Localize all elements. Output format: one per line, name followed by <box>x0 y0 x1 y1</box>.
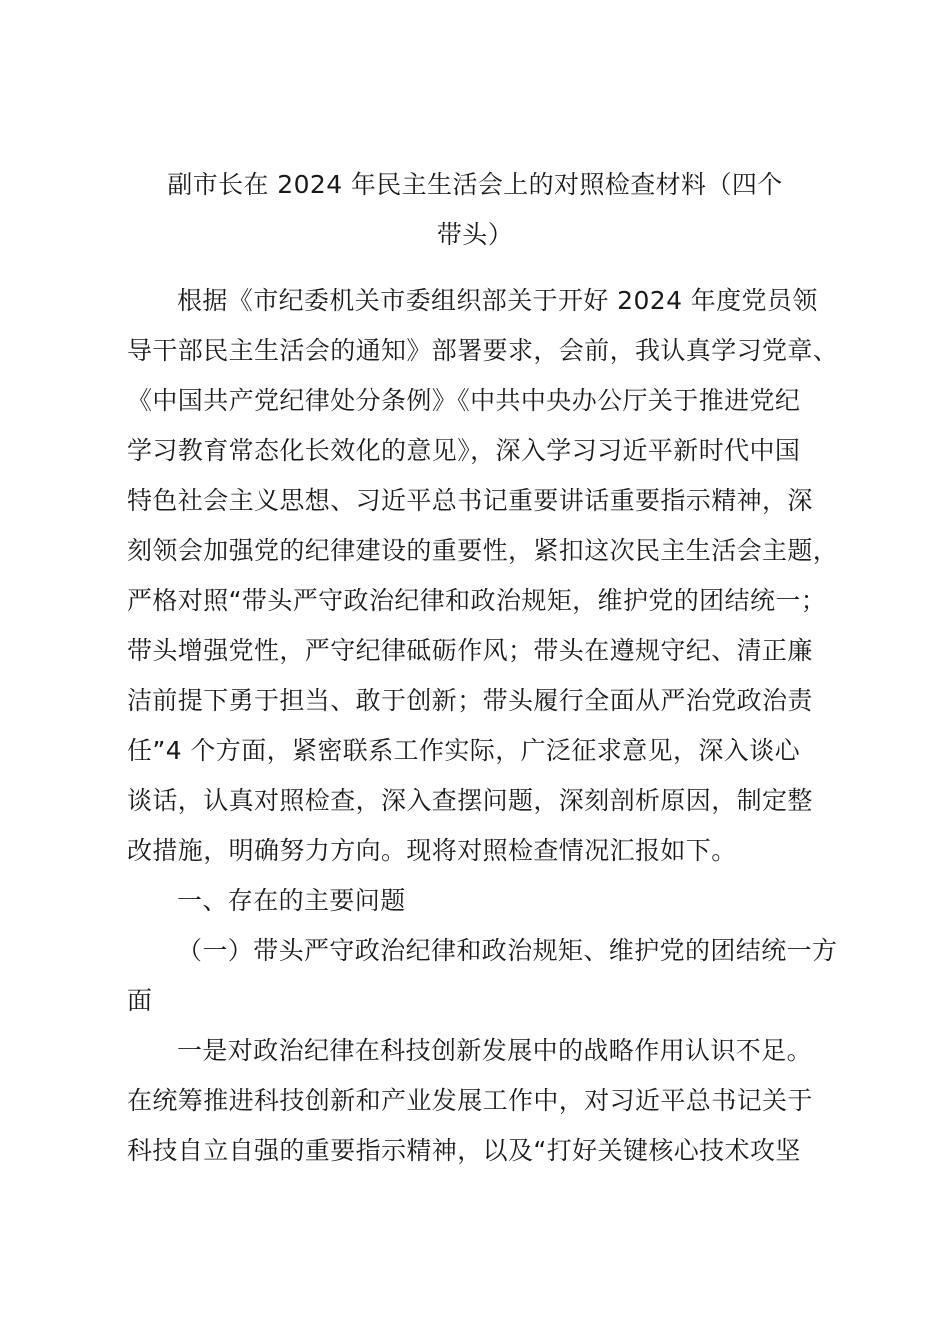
title-line: 带头） <box>436 220 514 249</box>
section-heading: 一、存在的主要问题 <box>177 886 406 915</box>
paragraph-line: 学习教育常态化长效化的意见》，深入学习习近平新时代中国 <box>127 436 801 465</box>
paragraph-line: 带头增强党性，严守纪律砥砺作风；带头在遵规守纪、清正廉 <box>127 636 813 665</box>
paragraph-line: 在统筹推进科技创新和产业发展工作中，对习近平总书记关于 <box>127 1086 813 1115</box>
paragraph-line: 任”4 个方面，紧密联系工作实际，广泛征求意见，深入谈心 <box>127 736 801 765</box>
title-line: 副市长在 2024 年民主生活会上的对照检查材料（四个 <box>167 170 783 199</box>
subsection-heading <box>127 926 867 1026</box>
paragraph-line: 改措施，明确努力方向。现将对照检查情况汇报如下。 <box>127 836 737 865</box>
intro-paragraph <box>127 276 867 876</box>
paragraph-line: 谈话，认真对照检查，深入查摆问题，深刻剖析原因，制定整 <box>127 786 813 815</box>
paragraph-line: 严格对照“带头严守政治纪律和政治规矩，维护党的团结统一； <box>127 586 827 615</box>
subsection-line: 面 <box>127 986 153 1015</box>
paragraph-line: 导干部民主生活会的通知》部署要求，会前，我认真学习党章、 <box>127 336 839 365</box>
document-body <box>127 276 867 1176</box>
paragraph-line: 刻领会加强党的纪律建设的重要性，紧扣这次民主生活会主题， <box>127 536 839 565</box>
paragraph-line: 根据《市纪委机关市委组织部关于开好 2024 年度党员领 <box>177 286 818 315</box>
paragraph-line: 洁前提下勇于担当、敢于创新；带头履行全面从严治党政治责 <box>127 686 813 715</box>
paragraph-line: 《中国共产党纪律处分条例》《中共中央办公厅关于推进党纪 <box>127 386 801 415</box>
subsection-line: （一）带头严守政治纪律和政治规矩、维护党的团结统一方 <box>177 936 838 965</box>
document-title <box>110 160 840 260</box>
point-paragraph <box>127 1026 867 1176</box>
paragraph-line: 科技自立自强的重要指示精神，以及“打好关键核心技术攻坚 <box>127 1136 801 1165</box>
paragraph-line: 一是对政治纪律在科技创新发展中的战略作用认识不足。 <box>177 1036 813 1065</box>
paragraph-line: 特色社会主义思想、习近平总书记重要讲话重要指示精神，深 <box>127 486 813 515</box>
